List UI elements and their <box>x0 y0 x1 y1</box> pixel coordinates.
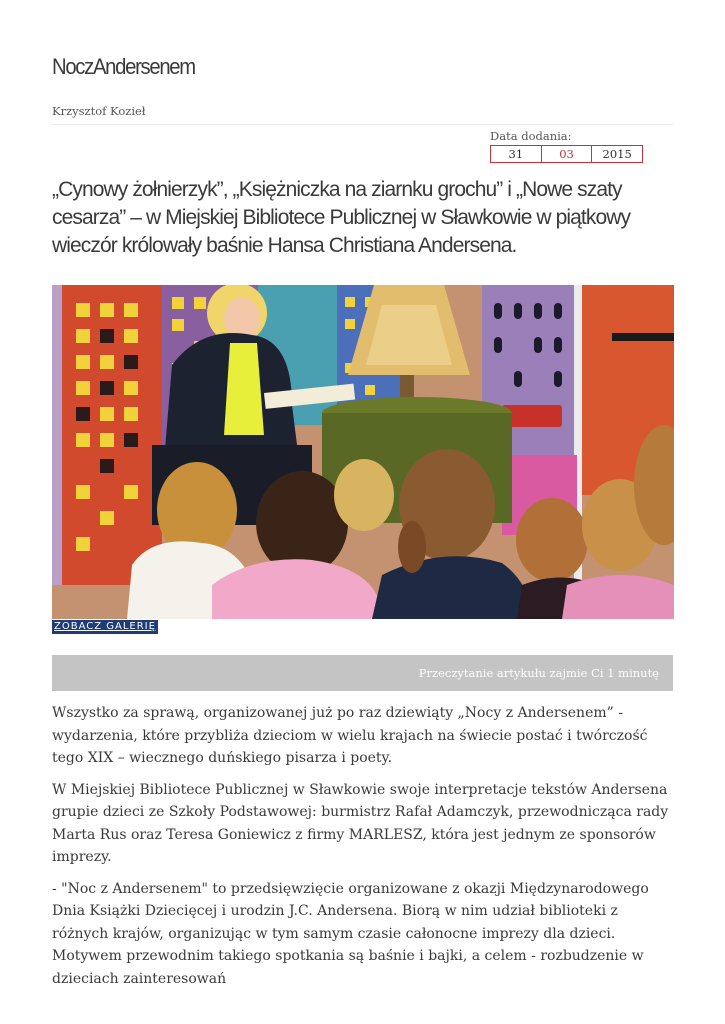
reading-scene-image <box>52 285 674 619</box>
date-month: 03 <box>541 146 592 162</box>
reading-time-bar <box>52 655 673 691</box>
article-body <box>52 702 677 999</box>
reading-time-text: Przeczytanie artykułu zajmie Ci 1 minutę <box>418 666 659 680</box>
article-paragraph: W Miejskiej Bibliotece Publicznej w Sławkowie swoje interpretacje tekstów Andersena grupie dzieci ze Szkoły Podstawowej: burmistrz Rafał Adamczyk, przewodnicząca rady Marta Rus oraz Teresa Goniewicz z firmy MARLESZ, która jest jednym ze sponsorów imprezy. <box>52 781 669 865</box>
article-photo[interactable] <box>52 285 674 619</box>
article-paragraph: - "Noc z Andersenem" to przedsięwzięcie organizowane z okazji Międzynarodowego Dnia Książki Dziecięcej i urodzin J.C. Andersena. Biorą w nim udział biblioteki z różnych krajów, organizując w tym samym czasie całonocne imprezy dla dzieci. Motywem przewodnim takiego spotkania są baśnie i bajki, a celem - rozbudzenie w dzieciach zainteresowań <box>52 880 649 987</box>
gallery-link[interactable]: ZOBACZ GALERIĘ <box>54 621 156 632</box>
date-box <box>490 145 643 163</box>
date-label: Data dodania: <box>490 129 572 143</box>
site-title[interactable]: NoczAndersenem <box>52 54 195 79</box>
article-paragraph: Wszystko za sprawą, organizowanej już po raz dziewiąty „Nocy z Andersenem” - wydarzenia, które przybliża dzieciom w wielu krajach na świecie postać i twórczość tego XIX – wiecznego duńskiego pisarza i poety. <box>52 705 648 766</box>
article-headline: „Cynowy żołnierzyk”, „Księżniczka na ziarnku grochu” i „Nowe szaty cesarza” – w Miejskiej Bibliotece Publicznej w Sławkowie w piątkowy wieczór królowały baśnie Hansa Christiana Andersena. <box>52 178 631 257</box>
date-day: 31 <box>508 147 524 161</box>
author-name: Krzysztof Kozieł <box>52 104 146 118</box>
header-divider <box>52 124 673 125</box>
date-year: 2015 <box>591 146 642 162</box>
